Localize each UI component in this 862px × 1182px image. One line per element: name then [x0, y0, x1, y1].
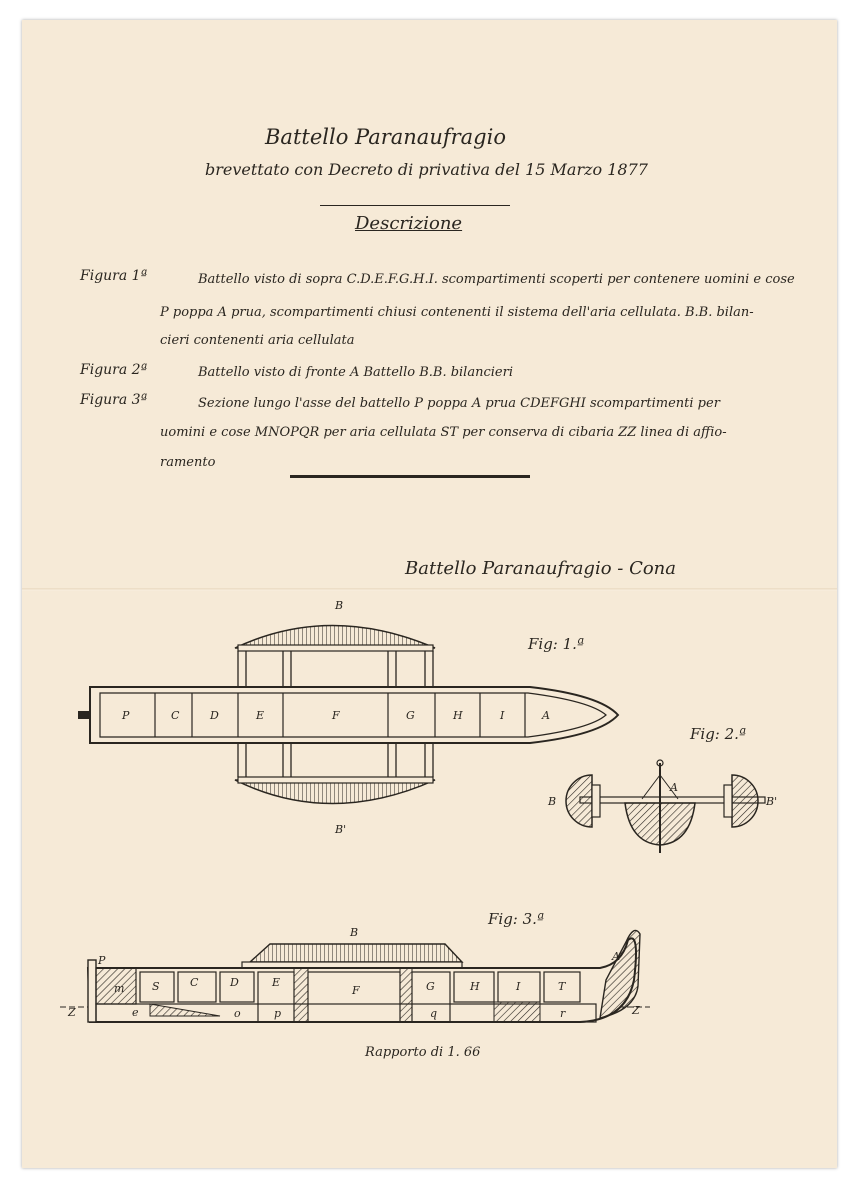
fig3-waterline-z-left: Z	[68, 1006, 76, 1019]
fig1-comp-p: P	[122, 709, 130, 722]
document-title: Battello Paranaufragio	[265, 125, 506, 149]
fig3-comp-g: G	[426, 980, 435, 993]
fig1-comp-a: A	[542, 709, 550, 722]
fig3-comp-t: T	[558, 980, 566, 993]
scale-ratio: Rapporto di 1. 66	[365, 1045, 481, 1060]
fig3-comp-c: C	[190, 976, 199, 989]
fig-3-tag: Fig: 3.ª	[488, 910, 545, 928]
fig1-label-b-prime: B'	[335, 823, 347, 836]
fig-3-drawing	[60, 920, 650, 1030]
fig2-label-b: B	[548, 795, 557, 808]
figure-3-line-2: uomini e cose MNOPQR per aria cellulata ST per conserva di cibaria ZZ linea di affio-	[160, 425, 727, 440]
fig3-lower-q: q	[430, 1007, 438, 1020]
section-roof	[250, 944, 462, 962]
figure-3-label: Figura 3ª	[80, 392, 148, 408]
figure-2-line-1: Battello visto di fronte A Battello B.B. bilancieri	[198, 365, 513, 380]
document-subtitle: brevettato con Decreto di privativa del 15 Marzo 1877	[205, 160, 648, 179]
fig-2-drawing	[540, 755, 800, 855]
fig3-comp-s: S	[152, 980, 160, 993]
fig-1-tag: Fig: 1.ª	[528, 635, 585, 653]
figure-1-line-2: P poppa A prua, scompartimenti chiusi contenenti il sistema dell'aria cellulata. B.B. bilan-	[160, 305, 754, 320]
fig3-comp-f: F	[352, 984, 360, 997]
fig3-lower-m: m	[114, 982, 125, 995]
fig3-lower-p: p	[274, 1007, 282, 1020]
figure-1-label: Figura 1ª	[80, 268, 148, 284]
paper-fold	[22, 588, 837, 591]
fig3-comp-h: H	[470, 980, 480, 993]
fig1-comp-d: D	[210, 709, 219, 722]
fig1-comp-f: F	[332, 709, 340, 722]
fig3-comp-d: D	[230, 976, 239, 989]
float-left	[566, 775, 592, 827]
fig1-comp-g: G	[406, 709, 415, 722]
fig1-comp-e: E	[256, 709, 265, 722]
hull-top-view	[90, 687, 618, 743]
section-heading: Descrizione	[355, 213, 463, 234]
fig2-label-b-prime: B'	[766, 795, 778, 808]
drawing-title: Battello Paranaufragio - Cona	[405, 558, 677, 579]
fig1-label-b: B	[335, 599, 344, 612]
fig3-label-a: A	[612, 950, 620, 963]
figure-2-label: Figura 2ª	[80, 362, 148, 378]
fig3-label-b: B	[350, 926, 359, 939]
figure-3-line-3: ramento	[160, 455, 216, 470]
fig3-comp-e: E	[272, 976, 281, 989]
fig3-comp-i: I	[516, 980, 521, 993]
fig2-label-a: A	[670, 781, 678, 794]
figure-3-line-1: Sezione lungo l'asse del battello P poppa A prua CDEFGHI scompartimenti per	[198, 396, 720, 411]
figure-1-line-3: cieri contenenti aria cellulata	[160, 333, 355, 348]
fig-2-tag: Fig: 2.ª	[690, 725, 747, 743]
fig3-label-p: P	[98, 954, 106, 967]
fig3-waterline-z-right: Z	[632, 1004, 640, 1017]
fig1-comp-c: C	[171, 709, 180, 722]
fig1-comp-i: I	[500, 709, 505, 722]
fig1-comp-h: H	[453, 709, 463, 722]
title-divider	[320, 205, 510, 206]
fig3-lower-r: r	[560, 1007, 566, 1020]
fig3-lower-o: o	[234, 1007, 241, 1020]
fig3-lower-e: e	[132, 1006, 139, 1019]
section-divider	[290, 475, 530, 478]
figure-1-line-1: Battello visto di sopra C.D.E.F.G.H.I. scompartimenti scoperti per contenere uomini e cose	[198, 272, 795, 287]
float-right	[732, 775, 758, 827]
